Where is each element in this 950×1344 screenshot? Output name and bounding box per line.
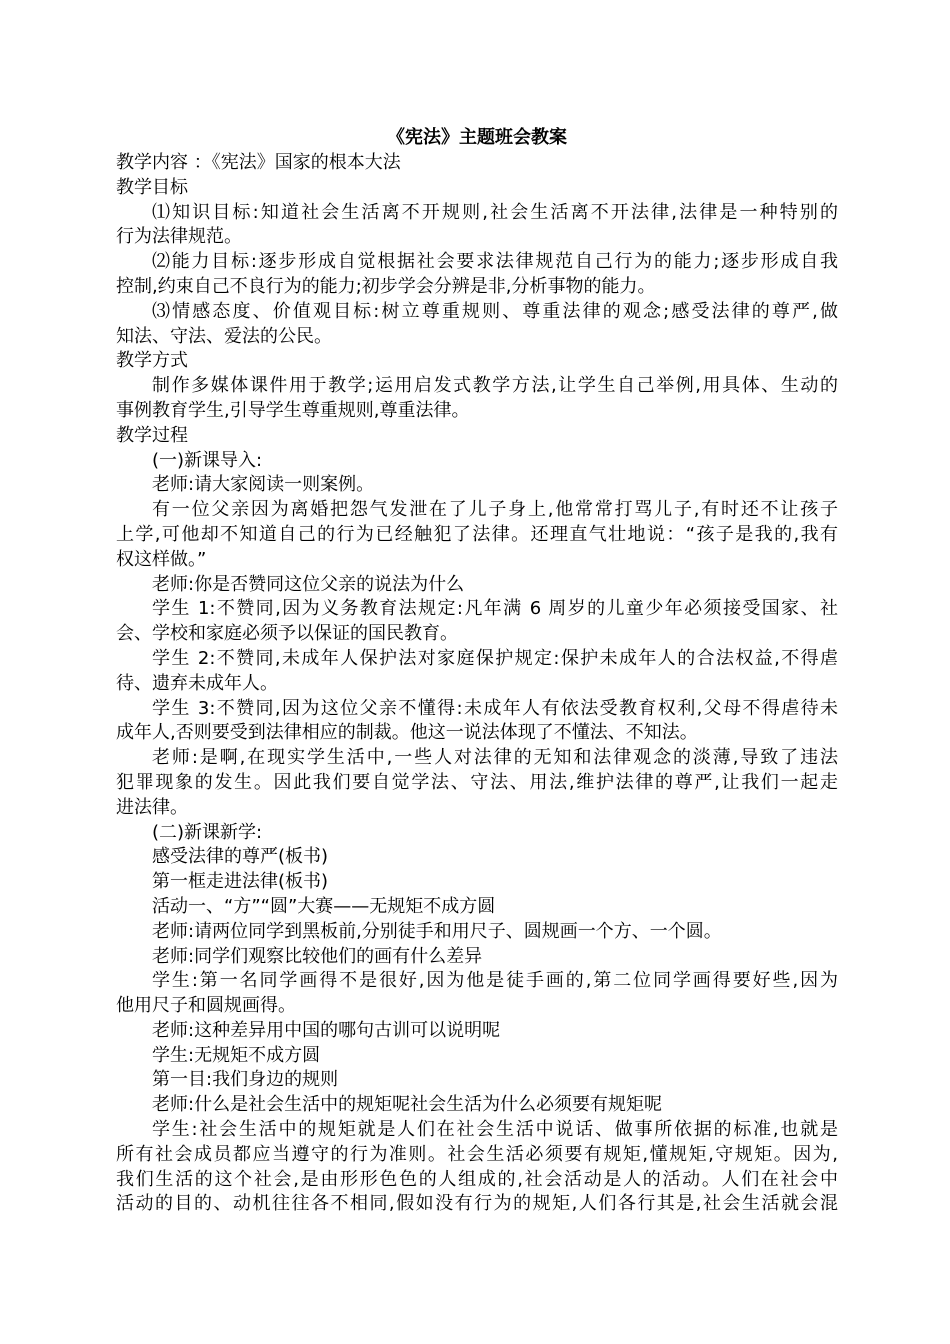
text-line: 老师:同学们观察比较他们的画有什么差异: [152, 945, 483, 967]
text-line: 老师:什么是社会生活中的规矩呢社会生活为什么必须要有规矩呢: [152, 1094, 663, 1116]
text-line: 学生:社会生活中的规矩就是人们在社会生活中说话、做事所依据的标准,也就是: [152, 1119, 838, 1141]
text-line: 感受法律的尊严(板书): [152, 846, 329, 868]
text-line: 学生:无规矩不成方圆: [152, 1044, 321, 1066]
text-line: 制作多媒体课件用于教学;运用启发式教学方法,让学生自己举例,用具体、生动的: [152, 375, 838, 397]
text-line: 控制,约束自己不良行为的能力;初步学会分辨是非,分析事物的能力。: [116, 275, 656, 297]
document-title: 《宪法》主题班会教案: [387, 127, 567, 148]
text-line: ⑶情感态度、价值观目标:树立尊重规则、尊重法律的观念;感受法律的尊严,做: [152, 300, 838, 322]
text-line: 我们生活的这个社会,是由形形色色的人组成的,社会活动是人的活动。人们在社会中: [116, 1168, 838, 1190]
text-line: (一)新课导入:: [152, 449, 263, 471]
text-line: 犯罪现象的发生。因此我们要自觉学法、守法、用法,维护法律的尊严,让我们一起走: [116, 771, 838, 793]
text-line: 上学,可他却不知道自己的行为已经触犯了法律。还理直气壮地说：“孩子是我的,我有: [116, 523, 838, 545]
text-line: 老师:是啊,在现实学生活中,一些人对法律的无知和法律观念的淡薄,导致了违法: [152, 747, 838, 769]
text-line: 事例教育学生,引导学生尊重规则,尊重法律。: [116, 399, 470, 421]
text-line: 老师:这种差异用中国的哪句古训可以说明呢: [152, 1019, 501, 1041]
document-page: [116, 126, 838, 1217]
text-line: ⑴知识目标:知道社会生活离不开规则,社会生活离不开法律,法律是一种特别的: [152, 201, 838, 223]
text-line: 所有社会成员都应当遵守的行为准则。社会生活必须要有规矩,懂规矩,守规矩。因为,: [116, 1143, 838, 1165]
document-body: [116, 151, 838, 1217]
text-line: 学生:第一名同学画得不是很好,因为他是徒手画的,第二位同学画得要好些,因为: [152, 970, 838, 992]
text-line: 权这样做。”: [116, 548, 207, 570]
text-line: 老师:请大家阅读一则案例。: [152, 474, 375, 496]
text-line: 会、学校和家庭必须予以保证的国民教育。: [116, 623, 458, 645]
text-line: 他用尺子和圆规画得。: [116, 995, 296, 1017]
text-line: 第一目:我们身边的规则: [152, 1069, 339, 1091]
text-line: 知法、守法、爱法的公民。: [116, 325, 332, 347]
text-line: 成年人,否则要受到法律相应的制裁。他这一说法体现了不懂法、不知法。: [116, 722, 698, 744]
text-line: 学生 3:不赞同,因为这位父亲不懂得:未成年人有依法受教育权利,父母不得虐待未: [152, 697, 838, 719]
text-line: 第一框走进法律(板书): [152, 871, 329, 893]
text-line: 老师:请两位同学到黑板前,分别徒手和用尺子、圆规画一个方、一个圆。: [152, 920, 722, 942]
text-line: 教学方式: [116, 350, 188, 372]
text-line: 待、遗弃未成年人。: [116, 672, 278, 694]
text-line: 学生 2:不赞同,未成年人保护法对家庭保护规定:保护未成年人的合法权益,不得虐: [152, 647, 838, 669]
text-line: 有一位父亲因为离婚把怨气发泄在了儿子身上,他常常打骂儿子,有时还不让孩子: [152, 499, 838, 521]
text-line: 老师:你是否赞同这位父亲的说法为什么: [152, 573, 465, 595]
text-line: 行为法律规范。: [116, 226, 242, 248]
text-line: 活动一、“方”“圆”大赛——无规矩不成方圆: [152, 895, 496, 917]
text-line: 学生 1:不赞同,因为义务教育法规定:凡年满 6 周岁的儿童少年必须接受国家、社: [152, 598, 838, 620]
text-line: 进法律。: [116, 796, 188, 818]
text-line: 活动的目的、动机往往各不相同,假如没有行为的规矩,人们各行其是,社会生活就会混: [116, 1193, 838, 1215]
text-line: 教学内容 ：《宪法》国家的根本大法: [116, 152, 401, 173]
text-line: (二)新课新学:: [152, 821, 263, 843]
text-line: 教学目标: [116, 176, 188, 198]
text-line: 教学过程: [116, 424, 188, 446]
text-line: ⑵能力目标:逐步形成自觉根据社会要求法律规范自己行为的能力;逐步形成自我: [152, 251, 838, 273]
